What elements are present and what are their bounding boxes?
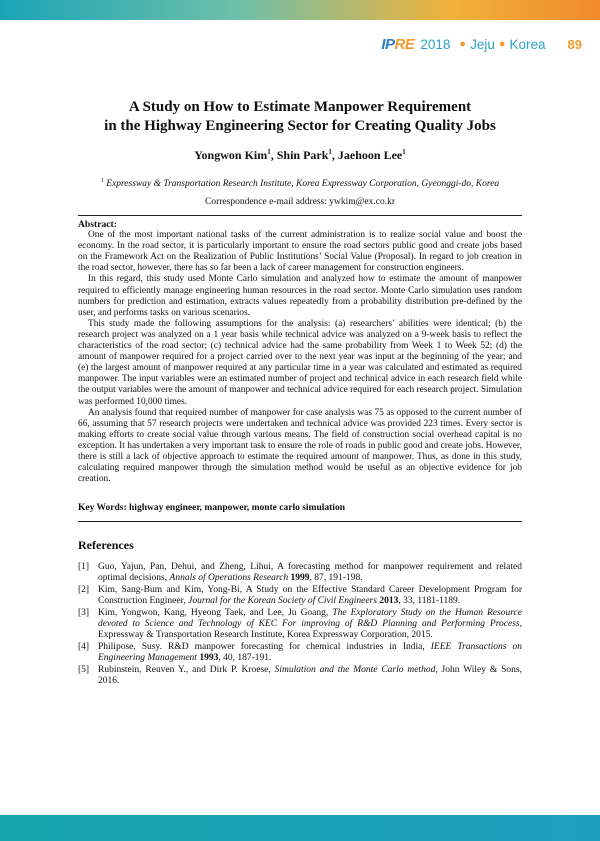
- conference-header: [381, 33, 582, 55]
- divider: [78, 521, 522, 522]
- correspondence-email: Correspondence e-mail address: ywkim@ex.co.kr: [205, 197, 395, 207]
- reference-item: [1] Guo, Yajun, Pan, Dehui, and Zheng, Lihui, A forecasting method for manpower requirement and related optimal decisions, Annals of Operations Research 1999, 87, 191-198.: [78, 562, 522, 583]
- ipre-logo: IP RE: [381, 35, 415, 53]
- abstract-paragraph: In this regard, this study used Monte Carlo simulation and analyzed how to estimate the amount of manpower required to efficiently manage engineering human resources in the road sector. Monte Carlo simulation uses random numbers for prediction and estimation, extracts values repeatedly from a probability distribution pre-defined by the user, and performs tasks on various scenarios.: [78, 274, 522, 318]
- author-name: Jaehoon Lee: [337, 148, 403, 162]
- header-year: 2018: [420, 36, 451, 52]
- header-city: Jeju: [470, 36, 495, 52]
- reference-item: [4] Philipose, Susy. R&D manpower forecasting for chemical industries in India, IEEE Transactions on Engineering Management 1993, 40, 187-191.: [78, 642, 522, 663]
- abstract-paragraph: One of the most important national tasks of the current administration is to realize social value and boost the economy. In the road sector, it is particularly important to ensure the road sectors public good and create jobs based on the Framework Act on the Realization of Public Institutions’ Social Value (Proposal). In regard to job creation in the road sector, however, there has so far been a lack of career management for construction engineers.: [78, 230, 522, 274]
- top-color-band: [0, 0, 600, 20]
- author-name: Shin Park: [276, 148, 329, 162]
- bullet-icon: ●: [459, 38, 467, 50]
- bottom-color-band: [0, 815, 600, 841]
- paper-title: A Study on How to Estimate Manpower Requirement in the Highway Engineering Sector for Creating Quality Jobs: [104, 99, 496, 134]
- reference-item: [3] Kim, Yongwon, Kang, Hyeong Taek, and Lee, Ju Goang, The Exploratory Study on the Human Resource devoted to Science and Technology of KEC For improving of R&D Planning and Performing Process, Expressway & Transportation Research Institute, Korea Expressway Corporation, 2015.: [78, 608, 522, 640]
- reference-item: [5] Rubinstein, Reuven Y., and Dirk P. Kroese, Simulation and the Monte Carlo method, John Wiley & Sons, 2016.: [78, 665, 522, 686]
- reference-list: [78, 562, 522, 688]
- page-number: 89: [567, 36, 582, 52]
- divider: [78, 215, 522, 216]
- header-country: Korea: [509, 36, 546, 52]
- author-name: Yongwon Kim: [194, 148, 268, 162]
- abstract-paragraph: This study made the following assumptions for the analysis: (a) researchers’ abilities were identical; (b) the research project was analyzed on a 1 year basis while technical advice was analyzed on a 9-week basis to reflect the characteristics of the road sector; (c) technical advice had the same probability from Week 1 to Week 52; (d) the amount of manpower required for a project carried over to the next year was input at the beginning of the year; and (e) the largest amount of manpower required at any particular time in a year was calculated and estimated as required manpower. The input variables were an estimated number of project and technical advice in each research field while the output variables were the amount of manpower and technical advice required for each research project. Simulation was performed 10,000 times.: [78, 318, 522, 407]
- affiliation: $^1$ Expressway & Transportation Research Institute, Korea Expressway Corporation, Gyeonggi-do, Korea: [100, 178, 500, 190]
- keywords: Key Words: highway engineer, manpower, monte carlo simulation: [78, 503, 345, 513]
- abstract-heading: Abstract:: [78, 219, 117, 230]
- bullet-icon: ●: [498, 38, 506, 50]
- author-list: Yongwon Kim$^1$, Shin Park$^1$, Jaehoon Lee$^1$: [194, 148, 406, 162]
- references-heading: References: [78, 538, 134, 552]
- reference-item: [2] Kim, Sang-Bum and Kim, Yong-Bi, A Study on the Effective Standard Career Development Program for Construction Engineer, Journal for the Korean Society of Civil Engineers 2013, 33, 1181-1189.: [78, 585, 522, 606]
- abstract: [78, 219, 522, 485]
- abstract-paragraph: An analysis found that required number of manpower for case analysis was 75 as opposed to the current number of 66, assuming that 57 research projects were undertaken and technical advice was provided 223 times. Every sector is making efforts to create social value through various means. The field of construction social overhead capital is no exception. It has undertaken a very important task to ensure the role of roads in public good and create jobs. However, there is still a lack of objective approach to estimate the required amount of manpower. Thus, as done in this study, calculating required manpower through the simulation method would be useful as an objective evidence for job creation.: [78, 407, 522, 485]
